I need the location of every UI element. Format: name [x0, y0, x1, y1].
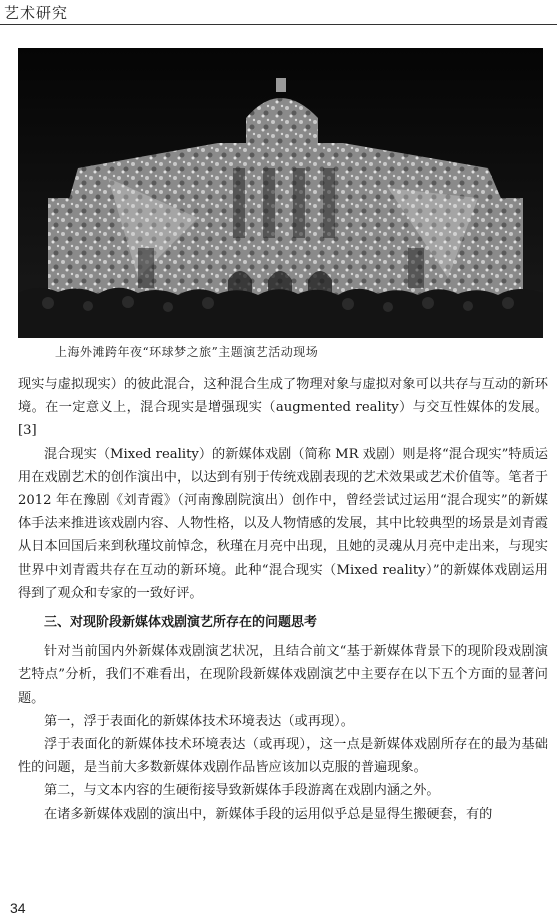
running-header: 艺术研究	[4, 4, 69, 22]
paragraph-point-one-detail: 浮于表面化的新媒体技术环境表达（或再现），这一点是新媒体戏剧所存在的最为基础性的问题，是当前大多数新媒体戏剧作品皆应该加以克服的普遍现象。	[18, 737, 548, 776]
paragraph-mixed-reality: 混合现实（Mixed reality）的新媒体戏剧（简称 MR 戏剧）则是将“混合现实”特质运用在戏剧艺术的创作演出中，以达到有别于传统戏剧表现的艺术效果或艺术价值等。笔者于 2012 年在豫剧《刘青霞》（河南豫剧院演出）创作中，曾经尝试过运用“混合现实”的新媒体手法来推进该戏剧内容、人物性格，以及人物情感的发展，其中比较典型的场景是刘青霞从日本回国后来到秋瑾坟前悼念，秋瑾在月亮中出现，且她的灵魂从月亮中走出来，与现实世界中刘青霞共存在互动的新环境。此种“混合现实（Mixed reality）”的新媒体戏剧运用得到了观众和专家的一致好评。	[18, 446, 548, 601]
paragraph-problems-intro: 针对当前国内外新媒体戏剧演艺状况，且结合前文“基于新媒体背景下的现阶段戏剧演艺特点”分析，我们不难看出，在现阶段新媒体戏剧演艺中主要存在以下五个方面的显著问题。	[18, 644, 548, 706]
paragraph-point-two: 第二，与文本内容的生硬衔接导致新媒体手段游离在戏剧内涵之外。	[44, 783, 440, 799]
page-number: 34	[10, 900, 26, 916]
figure-caption: 上海外滩跨年夜“环球梦之旅”主题演艺活动现场	[55, 345, 319, 359]
photo-projection-mapping	[18, 48, 543, 338]
photo-illustration	[18, 48, 543, 338]
paragraph-point-two-detail: 在诸多新媒体戏剧的演出中，新媒体手段的运用似乎总是显得生搬硬套，有的	[44, 806, 493, 822]
section-heading: 三、对现阶段新媒体戏剧演艺所存在的问题思考	[44, 615, 318, 631]
header-divider	[0, 24, 557, 25]
paragraph-continuation: 现实与虚拟现实）的彼此混合，这种混合生成了物理对象与虚拟对象可以共存与互动的新环境。在一定意义上，混合现实是增强现实（augmented reality）与交互性媒体的发展。[3]	[18, 377, 548, 439]
article-body	[18, 373, 548, 826]
paragraph-point-one: 第一，浮于表面化的新媒体技术环境表达（或再现）。	[44, 713, 354, 729]
